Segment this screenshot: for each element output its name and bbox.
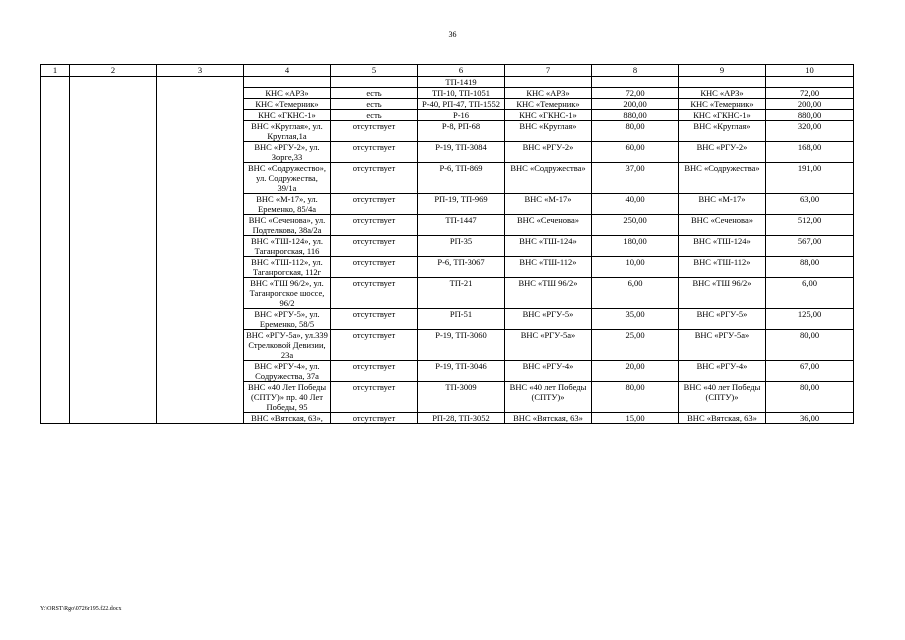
facility-name-cell: ВНС «ТШ-112», ул. Таганрогская, 112г: [244, 257, 331, 278]
station-name-cell: КНС «ГКНС-1»: [679, 110, 766, 121]
facility-name-cell: ВНС «Круглая», ул. Круглая,1а: [244, 121, 331, 142]
power-source-cell: РП-19, ТП-969: [418, 194, 505, 215]
station-name-cell: КНС «АРЗ»: [679, 88, 766, 99]
power-source-cell: Р-19, ТП-3046: [418, 361, 505, 382]
station-name-cell: ВНС «Круглая»: [679, 121, 766, 142]
merged-cell-col2: [70, 77, 157, 424]
total-value-cell: 512,00: [766, 215, 854, 236]
data-table: [40, 64, 854, 424]
capacity-value-cell: 25,00: [592, 330, 679, 361]
table-header: [41, 65, 854, 77]
power-source-cell: Р-19, ТП-3060: [418, 330, 505, 361]
pump-station-cell: ВНС «РГУ-2»: [505, 142, 592, 163]
breaker-status-cell: отсутствует: [331, 142, 418, 163]
total-value-cell: 88,00: [766, 257, 854, 278]
table-cell: [679, 77, 766, 88]
facility-name-cell: ВНС «РГУ-5а», ул.339 Стрелковой Девизии, 23а: [244, 330, 331, 361]
pump-station-cell: ВНС «РГУ-5»: [505, 309, 592, 330]
breaker-status-cell: есть: [331, 110, 418, 121]
facility-name-cell: ВНС «ТШ-124», ул. Таганрогская, 116: [244, 236, 331, 257]
total-value-cell: 67,00: [766, 361, 854, 382]
table-cell: [331, 77, 418, 88]
capacity-value-cell: 37,00: [592, 163, 679, 194]
station-name-cell: ВНС «РГУ-5а»: [679, 330, 766, 361]
page-number: 36: [448, 30, 457, 39]
table-body: [41, 77, 854, 424]
power-source-cell: ТП-21: [418, 278, 505, 309]
pump-station-cell: КНС «АРЗ»: [505, 88, 592, 99]
total-value-cell: 63,00: [766, 194, 854, 215]
pump-station-cell: ВНС «РГУ-5а»: [505, 330, 592, 361]
breaker-status-cell: отсутствует: [331, 257, 418, 278]
station-name-cell: ВНС «Вятская, 63»: [679, 413, 766, 424]
breaker-status-cell: отсутствует: [331, 330, 418, 361]
capacity-value-cell: 200,00: [592, 99, 679, 110]
capacity-value-cell: 80,00: [592, 121, 679, 142]
breaker-status-cell: отсутствует: [331, 236, 418, 257]
power-source-cell: ТП-10, ТП-1051: [418, 88, 505, 99]
header-cell: 1: [41, 65, 70, 77]
total-value-cell: 191,00: [766, 163, 854, 194]
header-cell: 3: [157, 65, 244, 77]
facility-name-cell: КНС «АРЗ»: [244, 88, 331, 99]
merged-cell-col1: [41, 77, 70, 424]
capacity-value-cell: 72,00: [592, 88, 679, 99]
power-source-cell: Р-40, РП-47, ТП-1552: [418, 99, 505, 110]
power-source-cell: РП-51: [418, 309, 505, 330]
total-value-cell: 320,00: [766, 121, 854, 142]
facility-name-cell: ВНС «РГУ-4», ул. Содружества, 37а: [244, 361, 331, 382]
power-source-cell: Р-16: [418, 110, 505, 121]
breaker-status-cell: отсутствует: [331, 413, 418, 424]
station-name-cell: ВНС «ТШ-112»: [679, 257, 766, 278]
header-cell: 7: [505, 65, 592, 77]
station-name-cell: ВНС «Содружества»: [679, 163, 766, 194]
total-value-cell: 125,00: [766, 309, 854, 330]
header-cell: 10: [766, 65, 854, 77]
station-name-cell: ВНС «РГУ-2»: [679, 142, 766, 163]
power-source-cell: РП-35: [418, 236, 505, 257]
pump-station-cell: ВНС «М-17»: [505, 194, 592, 215]
pump-station-cell: ВНС «Сеченова»: [505, 215, 592, 236]
total-value-cell: 200,00: [766, 99, 854, 110]
breaker-status-cell: отсутствует: [331, 309, 418, 330]
capacity-value-cell: 40,00: [592, 194, 679, 215]
breaker-status-cell: отсутствует: [331, 121, 418, 142]
header-cell: 4: [244, 65, 331, 77]
header-cell: 5: [331, 65, 418, 77]
total-value-cell: 880,00: [766, 110, 854, 121]
table-cell-fragment: ТП-1419: [418, 77, 505, 88]
facility-name-cell: КНС «Темерник»: [244, 99, 331, 110]
pump-station-cell: КНС «ГКНС-1»: [505, 110, 592, 121]
pump-station-cell: ВНС «Круглая»: [505, 121, 592, 142]
station-name-cell: ВНС «РГУ-4»: [679, 361, 766, 382]
station-name-cell: ВНС «40 лет Победы (СПТУ)»: [679, 382, 766, 413]
header-cell: 2: [70, 65, 157, 77]
breaker-status-cell: отсутствует: [331, 278, 418, 309]
table-cell: [592, 77, 679, 88]
facility-name-cell: ВНС «М-17», ул. Еременко, 85/4а: [244, 194, 331, 215]
table-cell: [244, 77, 331, 88]
merged-cell-col3: [157, 77, 244, 424]
footer-file-path: Y:\ORST\Rgo\0726r195.f22.docx: [40, 606, 122, 612]
pump-station-cell: КНС «Темерник»: [505, 99, 592, 110]
capacity-value-cell: 60,00: [592, 142, 679, 163]
power-source-cell: ТП-1447: [418, 215, 505, 236]
header-cell: 6: [418, 65, 505, 77]
facility-name-cell: ВНС «40 Лет Победы (СПТУ)» пр. 40 Лет Победы, 95: [244, 382, 331, 413]
facility-name-cell: ВНС «Содружество», ул. Содружества, 39/1а: [244, 163, 331, 194]
total-value-cell: 80,00: [766, 382, 854, 413]
facility-name-cell: КНС «ГКНС-1»: [244, 110, 331, 121]
breaker-status-cell: отсутствует: [331, 194, 418, 215]
capacity-value-cell: 15,00: [592, 413, 679, 424]
facility-name-cell: ВНС «Вятская, 63»,: [244, 413, 331, 424]
station-name-cell: ВНС «Сеченова»: [679, 215, 766, 236]
capacity-value-cell: 80,00: [592, 382, 679, 413]
facility-name-cell: ВНС «РГУ-5», ул. Еременко, 58/5: [244, 309, 331, 330]
pump-station-cell: ВНС «ТШ-112»: [505, 257, 592, 278]
facility-name-cell: ВНС «ТШ 96/2», ул. Таганрогское шоссе, 96/2: [244, 278, 331, 309]
table-row: [41, 77, 854, 88]
capacity-value-cell: 6,00: [592, 278, 679, 309]
power-source-cell: Р-6, ТП-869: [418, 163, 505, 194]
table-cell: [505, 77, 592, 88]
breaker-status-cell: есть: [331, 88, 418, 99]
total-value-cell: 168,00: [766, 142, 854, 163]
pump-station-cell: ВНС «ТШ-124»: [505, 236, 592, 257]
facility-name-cell: ВНС «Сеченова», ул. Подтелкова, 38а/2а: [244, 215, 331, 236]
header-cell: 9: [679, 65, 766, 77]
breaker-status-cell: отсутствует: [331, 215, 418, 236]
station-name-cell: КНС «Темерник»: [679, 99, 766, 110]
station-name-cell: ВНС «ТШ 96/2»: [679, 278, 766, 309]
pump-station-cell: ВНС «Содружества»: [505, 163, 592, 194]
header-cell: 8: [592, 65, 679, 77]
power-source-cell: ТП-3009: [418, 382, 505, 413]
capacity-value-cell: 10,00: [592, 257, 679, 278]
breaker-status-cell: отсутствует: [331, 361, 418, 382]
capacity-value-cell: 880,00: [592, 110, 679, 121]
power-source-cell: Р-19, ТП-3084: [418, 142, 505, 163]
capacity-value-cell: 180,00: [592, 236, 679, 257]
breaker-status-cell: отсутствует: [331, 163, 418, 194]
station-name-cell: ВНС «М-17»: [679, 194, 766, 215]
pump-station-cell: ВНС «РГУ-4»: [505, 361, 592, 382]
capacity-value-cell: 20,00: [592, 361, 679, 382]
total-value-cell: 72,00: [766, 88, 854, 99]
breaker-status-cell: отсутствует: [331, 382, 418, 413]
capacity-value-cell: 250,00: [592, 215, 679, 236]
pump-station-cell: ВНС «ТШ 96/2»: [505, 278, 592, 309]
power-source-cell: Р-8, РП-68: [418, 121, 505, 142]
pump-station-cell: ВНС «Вятская, 63»: [505, 413, 592, 424]
power-source-cell: РП-28, ТП-3052: [418, 413, 505, 424]
total-value-cell: 80,00: [766, 330, 854, 361]
breaker-status-cell: есть: [331, 99, 418, 110]
power-source-cell: Р-6, ТП-3067: [418, 257, 505, 278]
total-value-cell: 6,00: [766, 278, 854, 309]
pump-station-cell: ВНС «40 лет Победы (СПТУ)»: [505, 382, 592, 413]
capacity-value-cell: 35,00: [592, 309, 679, 330]
table-cell: [766, 77, 854, 88]
station-name-cell: ВНС «РГУ-5»: [679, 309, 766, 330]
facility-name-cell: ВНС «РГУ-2», ул. Зорге,33: [244, 142, 331, 163]
station-name-cell: ВНС «ТШ-124»: [679, 236, 766, 257]
total-value-cell: 567,00: [766, 236, 854, 257]
total-value-cell: 36,00: [766, 413, 854, 424]
